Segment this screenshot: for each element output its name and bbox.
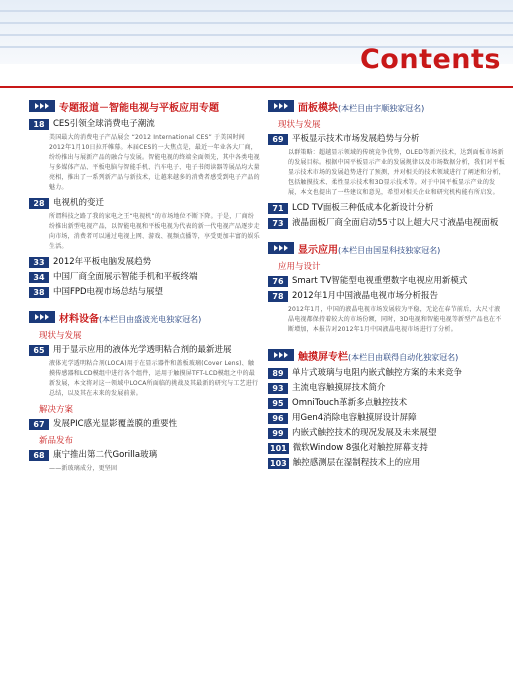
entry-title: 用Gen4消除电容触摸屏设计屏障 bbox=[292, 413, 417, 423]
entry-description: 美国最大的消费电子产品展会 “2012 International CES” 于美国时间2012年1月10日拉开帷幕。本届CES的一大焦点是，最近一年业各大厂商，纷纷推出与展新产品的融合与发展。智能电视的终端全面领先，其中各类电视与多媒体产品、平板电脑与智能手机、汽车电子、电子书阅读器等展品均大量亮相，推出了一系列新产品与新技术，让越来越多的消费者感受到电子产品的魅力。 bbox=[49, 134, 260, 191]
arrow-icon bbox=[268, 100, 294, 112]
right-column bbox=[268, 98, 506, 472]
entry-title: 发展PIC感光显影覆盖膜的重要性 bbox=[53, 419, 178, 429]
section-sponsor: (本栏目由盛波光电独家冠名) bbox=[99, 314, 202, 324]
left-column bbox=[29, 98, 260, 478]
page-number: 34 bbox=[29, 272, 49, 283]
toc-entry[interactable] bbox=[268, 397, 506, 410]
toc-entry[interactable] bbox=[268, 367, 506, 380]
arrow-icon bbox=[29, 100, 55, 112]
toc-entry[interactable] bbox=[268, 275, 506, 288]
entry-title: 用于显示应用的液体光学透明粘合剂的最新进展 bbox=[53, 345, 232, 355]
entry-title: OmniTouch革新多点触控技术 bbox=[292, 398, 408, 408]
page-title: Contents bbox=[359, 44, 501, 75]
page-number: 95 bbox=[268, 398, 288, 409]
toc-entry[interactable] bbox=[29, 344, 260, 357]
section-header bbox=[268, 240, 506, 256]
subsection-title: 现状与发展 bbox=[39, 331, 82, 341]
arrow-icon bbox=[268, 242, 294, 254]
section-header bbox=[29, 98, 260, 114]
entry-description: ——新玻璃成分，更坚固 bbox=[49, 465, 118, 472]
arrow-icon bbox=[29, 311, 55, 323]
toc-entry[interactable] bbox=[29, 271, 260, 284]
page-number: 71 bbox=[268, 203, 288, 214]
section-title bbox=[59, 310, 201, 325]
entry-title: 触控感测层在湿制程技术上的应用 bbox=[292, 458, 421, 468]
entry-description: 2012年1月，中国的液晶电视市场发展较为平稳，无论在春节前后，大尺寸液晶电视都保持着较大的市场份额，同时，3D电视和智能电视等新型产品也在不断增加，本报告对2012年1月中国液晶电视市场进行了分析。 bbox=[288, 306, 502, 333]
entry-title: 中国FPD电视市场总结与展望 bbox=[53, 287, 164, 297]
page-number: 33 bbox=[29, 257, 49, 268]
toc-entry[interactable] bbox=[29, 418, 260, 431]
arrow-icon bbox=[268, 349, 294, 361]
section-header bbox=[268, 98, 506, 114]
toc-entry[interactable] bbox=[29, 256, 260, 269]
entry-title: 液晶面板厂商全面启动55寸以上超大尺寸液晶电视面板 bbox=[292, 218, 499, 228]
subsection-title: 应用与设计 bbox=[278, 262, 321, 272]
entry-title: CES引领全球消费电子潮流 bbox=[53, 119, 155, 129]
entry-title: 微软Window 8强化对触控屏幕支持 bbox=[292, 443, 428, 453]
page-number: 101 bbox=[270, 444, 287, 453]
subsection-title: 新品发布 bbox=[39, 436, 74, 446]
page-number: 18 bbox=[29, 119, 49, 130]
toc-entry[interactable] bbox=[268, 202, 506, 215]
toc-entry[interactable] bbox=[29, 449, 260, 462]
entry-title: 2012年1月中国液晶电视市场分析报告 bbox=[292, 291, 439, 301]
section-name: 材料设备 bbox=[59, 313, 99, 325]
page-number: 68 bbox=[29, 450, 49, 461]
toc-entry[interactable] bbox=[268, 442, 506, 455]
entry-title: 平板显示技术市场发展趋势与分析 bbox=[292, 134, 420, 144]
entry-description: 液体光学透明粘合剂(LOCA)用于在显示器件和盖板玻璃(Cover Lens)、触摸传感器和LCD模组中进行各个组件，运用于触摸屏TFT-LCD模组之中的最新发展，本文将对这一领域中LOCA所面临的挑战及其最新的研究与工艺进行总结，以及其在未来的发展前景。 bbox=[49, 360, 259, 397]
entry-title: 电视机的变迁 bbox=[53, 198, 105, 208]
header-rule bbox=[0, 86, 513, 88]
page-number: 69 bbox=[268, 134, 288, 145]
toc-entry[interactable] bbox=[268, 457, 506, 470]
toc-entry[interactable] bbox=[29, 118, 260, 131]
section-name: 触摸屏专栏 bbox=[298, 351, 348, 363]
section-title bbox=[298, 241, 440, 256]
subsection-title: 现状与发展 bbox=[278, 120, 321, 130]
page-number: 89 bbox=[268, 368, 288, 379]
page-number: 65 bbox=[29, 345, 49, 356]
section-title: 专题报道－智能电视与平板应用专题 bbox=[59, 102, 219, 114]
section-sponsor: (本栏目由联得自动化独家冠名) bbox=[348, 352, 459, 362]
page-number: 67 bbox=[29, 419, 49, 430]
page-number: 78 bbox=[268, 291, 288, 302]
section-sponsor: (本栏目由国星科技独家冠名) bbox=[338, 245, 441, 255]
entry-description: 以群策略：超越显示领域的传统竞争优势，OLED等新兴技术，达到面板市场新的发展目标。根据中国平板显示产业的发展规律以及市场数据分析，我们对平板显示技术市场的发展趋势进行了预测，并对相关的技术领域进行了阐述和分析，包括触摸技术、柔性显示技术和3D显示技术等。对于中国平板显示产业的发展，本文也提出了一些建议和意见，希望对相关企业和研究机构能有所启发。 bbox=[288, 149, 506, 196]
page-number: 93 bbox=[268, 383, 288, 394]
entry-title: 2012年平板电脑发展趋势 bbox=[53, 257, 152, 267]
page-number: 99 bbox=[268, 428, 288, 439]
section-header bbox=[268, 347, 506, 363]
toc-entry[interactable] bbox=[268, 427, 506, 440]
entry-title: LCD TV面板三种低成本化新设计分析 bbox=[292, 203, 434, 213]
entry-title: 中国厂商全面展示智能手机和平板终端 bbox=[53, 272, 198, 282]
section-name: 显示应用 bbox=[298, 244, 338, 256]
section-title bbox=[298, 99, 424, 114]
page-number: 96 bbox=[268, 413, 288, 424]
page-number: 28 bbox=[29, 198, 49, 209]
toc-entry[interactable] bbox=[268, 412, 506, 425]
page-number: 103 bbox=[270, 459, 287, 468]
section-title bbox=[298, 348, 458, 363]
entry-title: 康宁推出第二代Gorilla玻璃 bbox=[53, 450, 158, 460]
entry-title: 内嵌式触控技术的现况发展及未来展望 bbox=[292, 428, 437, 438]
page-number: 76 bbox=[268, 276, 288, 287]
page-number: 73 bbox=[268, 218, 288, 229]
section-header bbox=[29, 309, 260, 325]
toc-entry[interactable] bbox=[268, 133, 506, 146]
toc-entry[interactable] bbox=[29, 286, 260, 299]
entry-description: 所谓科技之路了我的家电之王“电视机”的市场地位不断下降。于是，厂商纷纷推出新型电视产品，以智能电视和平板电视为代表的新一代电视产品逐步走向市场，消费者可以通过电视上网、游戏、视频点播等，享受更加丰富的娱乐生活。 bbox=[49, 213, 260, 250]
toc-entry[interactable] bbox=[29, 197, 260, 210]
page-number: 38 bbox=[29, 287, 49, 298]
subsection-title: 解决方案 bbox=[39, 405, 74, 415]
entry-title: 单片式玻璃与电阻内嵌式触控方案的未来竞争 bbox=[292, 368, 463, 378]
entry-title: Smart TV智能型电视重塑数字电视应用新模式 bbox=[292, 276, 468, 286]
entry-title: 主流电容触摸屏技术简介 bbox=[292, 383, 386, 393]
toc-entry[interactable] bbox=[268, 382, 506, 395]
section-sponsor: (本栏目由宇顺独家冠名) bbox=[338, 103, 425, 113]
toc-entry[interactable] bbox=[268, 217, 506, 230]
section-name: 面板模块 bbox=[298, 102, 338, 114]
toc-entry[interactable] bbox=[268, 290, 506, 303]
